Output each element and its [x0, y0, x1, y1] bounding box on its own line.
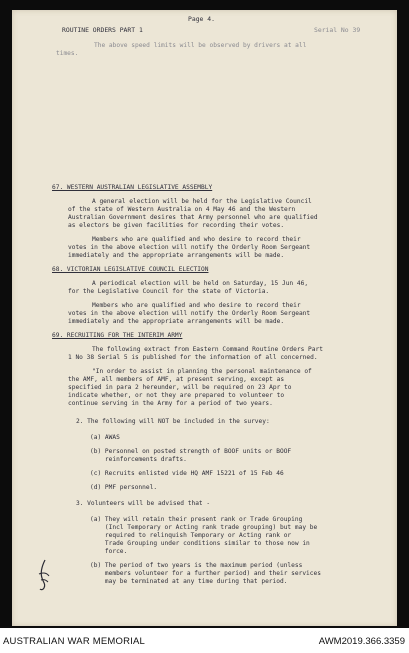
intro-line-2: times. — [56, 50, 79, 57]
intro-line-1: The above speed limits will be observed by drivers at all — [94, 42, 307, 49]
s69-v-b-l3: may be terminated at any time during that period. — [90, 578, 288, 585]
s69-item-2: 2. The following will NOT be included in the survey: — [76, 418, 270, 425]
page-number: Page 4. — [188, 15, 215, 23]
s69-v-a-l3: required to relinquish Temporary or Acting rank or — [90, 532, 292, 539]
s69-p2-l2: the AMF, all members of AMF, at present serving, except as — [68, 376, 285, 383]
s68-p2-l3: immediately and the appropriate arrangements will be made. — [68, 318, 285, 325]
s69-sub-c: (c) Recruits enlisted vide HQ AMF 15221 of 15 Feb 46 — [90, 470, 284, 477]
s67-p2-l1: Members who are qualified and who desire to record their — [92, 236, 301, 243]
s68-p1-l1: A periodical election will be held on Saturday, 15 Jun 46, — [92, 280, 309, 287]
s69-sub-d: (d) PMF personnel. — [90, 484, 158, 491]
s69-v-a-l1: (a) They will retain their present rank or Trade Grouping — [90, 516, 303, 523]
s69-p1-l1: The following extract from Eastern Command Routine Orders Part — [92, 346, 323, 353]
s69-p2-l5: continue serving in the Army for a period of two years. — [68, 400, 273, 407]
handwritten-signature-icon — [36, 558, 52, 592]
section-68-heading: 68. VICTORIAN LEGISLATIVE COUNCIL ELECTION — [52, 266, 209, 273]
s67-p1-l4: as electors be given facilities for recording their votes. — [68, 222, 285, 229]
s68-p1-l2: for the Legislative Council for the state of Victoria. — [68, 288, 270, 295]
s69-item-3: 3. Volunteers will be advised that - — [76, 500, 211, 507]
document-page — [12, 10, 397, 626]
s69-v-b-l2: members volunteer for a further period) and their services — [90, 570, 321, 577]
s69-p1-l2: 1 No 38 Serial 5 is published for the information of all concerned. — [68, 354, 318, 361]
s69-sub-b-l1: (b) Personnel on posted strength of BOOF units or BOOF — [90, 448, 292, 455]
s69-p2-l4: indicate whether, or not they are prepared to volunteer to — [68, 392, 285, 399]
s67-p1-l1: A general election will be held for the Legislative Council — [92, 198, 312, 205]
s68-p2-l2: votes in the above election will notify the Orderly Room Sergeant — [68, 310, 311, 317]
s67-p2-l3: immediately and the appropriate arrangements will be made. — [68, 252, 285, 259]
archive-accession-number: AWM2019.366.3359 — [318, 636, 405, 647]
s69-v-a-l4: Trade Grouping under conditions similar to those now in — [90, 540, 310, 547]
archive-name: AUSTRALIAN WAR MEMORIAL — [3, 636, 146, 647]
page-header-title: ROUTINE ORDERS PART 1 — [62, 26, 143, 34]
s69-v-a-l2: (Incl Temporary or Acting rank trade grouping) but may be — [90, 524, 318, 531]
s69-p2-l1: "In order to assist in planning the personal maintenance of — [92, 368, 312, 375]
section-69-heading: 69. RECRUITING FOR THE INTERIM ARMY — [52, 332, 183, 339]
serial-number: Serial No 39 — [314, 26, 361, 34]
s67-p1-l2: of the state of Western Australia on 4 May 46 and the Western — [68, 206, 296, 213]
s67-p1-l3: Australian Government desires that Army personnel who are qualified — [68, 214, 318, 221]
s69-sub-a: (a) AWAS — [90, 434, 120, 441]
s69-v-a-l5: force. — [90, 548, 128, 555]
archive-footer — [0, 628, 409, 653]
s69-p2-l3: specified in para 2 hereunder, will be required on 23 Apr to — [68, 384, 292, 391]
s67-p2-l2: votes in the above election will notify the Orderly Room Sergeant — [68, 244, 311, 251]
s69-sub-b-l2: reinforcements drafts. — [90, 456, 187, 463]
s69-v-b-l1: (b) The period of two years is the maximum period (unless — [90, 562, 303, 569]
section-67-heading: 67. WESTERN AUSTRALIAN LEGISLATIVE ASSEMBLY — [52, 184, 213, 191]
s68-p2-l1: Members who are qualified and who desire to record their — [92, 302, 301, 309]
